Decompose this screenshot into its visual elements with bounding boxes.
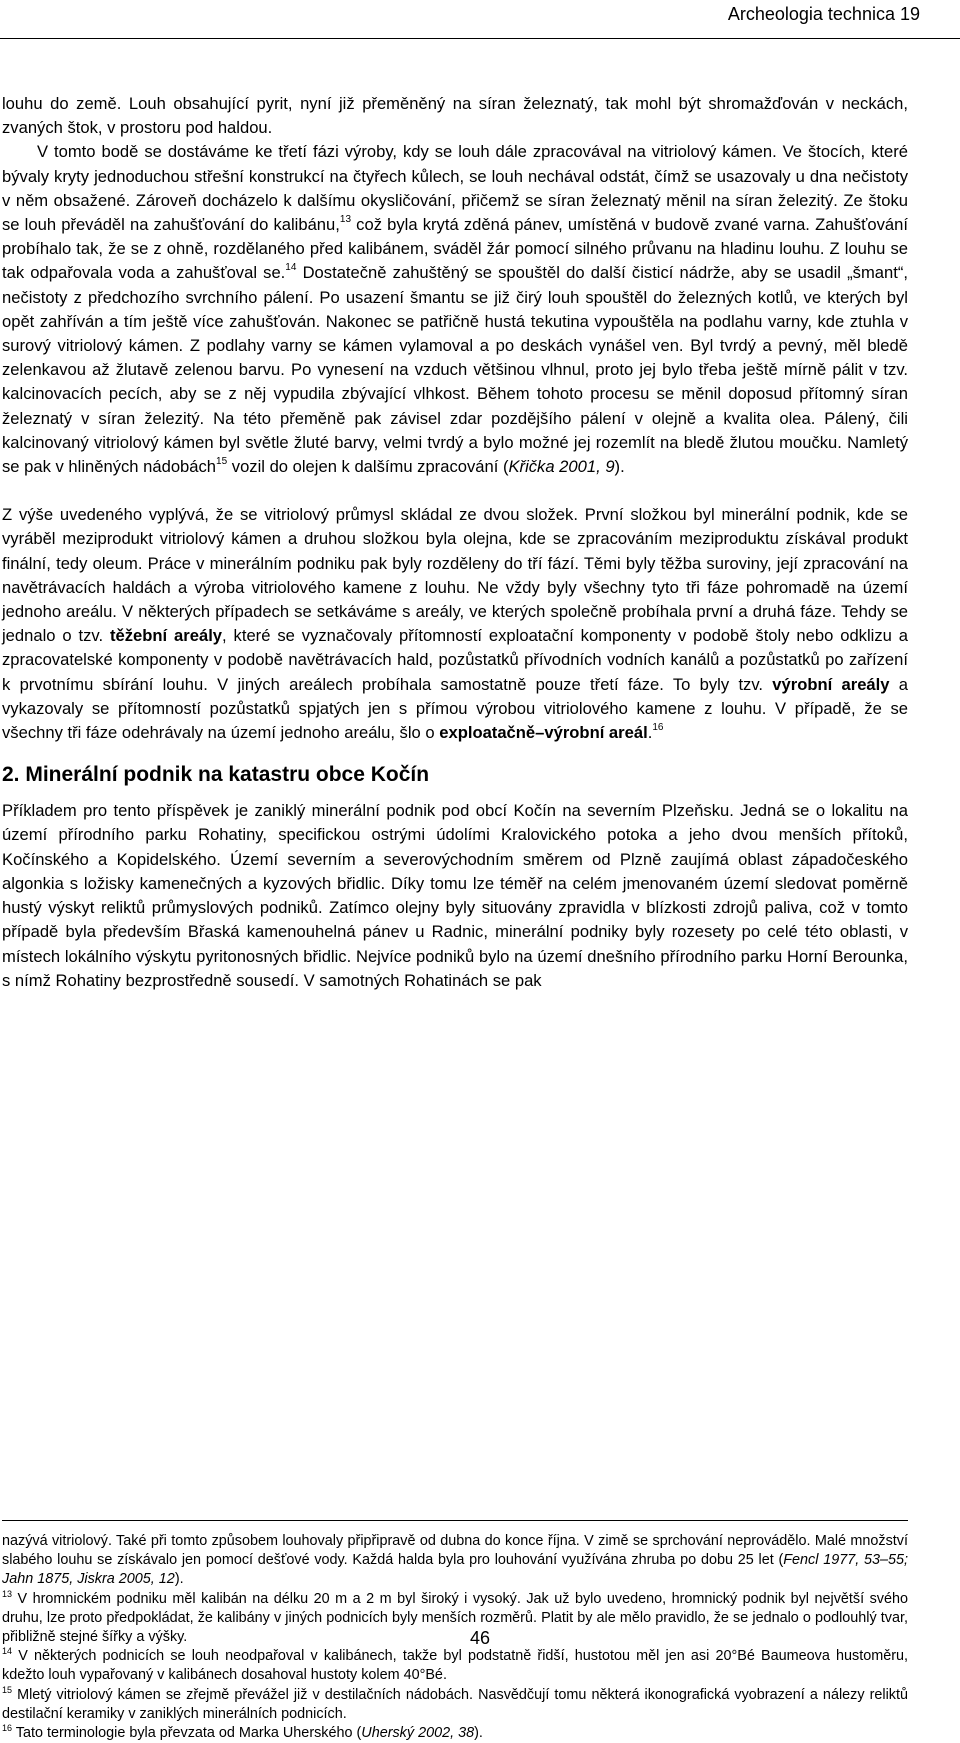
footnote-ref: 16 bbox=[652, 722, 664, 734]
footnote-ref: 14 bbox=[285, 262, 297, 274]
main-text bbox=[2, 92, 908, 993]
footnote bbox=[2, 1724, 908, 1743]
citation: Křička 2001, 9 bbox=[508, 457, 615, 477]
footnote bbox=[2, 1686, 908, 1724]
citation: Uherský 2002, 38 bbox=[361, 1725, 475, 1742]
footnote-ref: 15 bbox=[216, 456, 228, 468]
running-header: Archeologia technica 19 bbox=[727, 4, 920, 24]
paragraph bbox=[2, 503, 908, 745]
text: a vykazovaly se přítomností pozůstatků spjatých jen s přímou výrobou vitriolového kamene z louhu. V případě, že se všechny tři fáze odehrávaly na území jednoho areálu, šlo o bbox=[2, 674, 908, 743]
term: exploatačně–výrobní areál bbox=[439, 723, 648, 743]
paragraph bbox=[2, 799, 908, 993]
text: ). bbox=[614, 457, 625, 477]
text: Mletý vitriolový kámen se zřejmě převážel již v destilačních nádobách. Nasvědčují tomu některá ikonografická vyobrazení a nálezy reliktů destilační keramiky v zaniklých minerálních podnicích. bbox=[2, 1686, 908, 1722]
term: výrobní areály bbox=[772, 674, 890, 694]
footnote bbox=[2, 1532, 908, 1590]
paragraph bbox=[2, 140, 908, 479]
text: což byla krytá zděná pánev, umístěná v budově zvané varna. Zahušťování probíhalo tak, že se z ohně, rozdělaného před kalibánem, sváděl žár pomocí silného průvanu na hladinu louhu. Z louhu se tak odpařovala voda a zahušťoval se. bbox=[2, 215, 909, 283]
text: V tomto bodě se dostáváme ke třetí fázi výroby, kdy se louh dále zpracovával na vitriolový kámen. Ve štocích, které bývaly kryty jednoduchou střešní konstrukcí na čtyřech kůlech, se louh nechával odstát, čímž se usazovaly u dna nečistoty v něm obsažené. Zároveň docházelo k dalšímu okysličování, přičemž se síran železnatý měnil na síran železitý. Ze štoku se louh převáděl na zahušťování do kalibánu, bbox=[2, 142, 908, 235]
text: Dostatečně zahuštěný se spouštěl do další čisticí nádrže, aby se usadil „šmant“, nečistoty z předchozího svrchního pálení. Po usazení šmantu se již čirý louh spouštěl do železných kotlů, ve kterých byl opět zahříván a tím ještě více zahušťován. Nakonec se patřičně hustá tekutina vypouštěla na podlahu varny, kde ztuhla v surový vitriolový kámen. Z podlahy varny se kámen vylamoval a po deskách vynášel ven. Byl tvrdý a pevný, měl bledě zelenkavou až žlutavě zelenou barvu. Po vynesení na vzduch většinou vlhnul, proto jej bylo třeba ještě mírně pálit v tzv. kalcinovacích pecích, aby se z něj vypudila zbývající vlhkost. Během tohoto procesu se měnil doposud přítomný síran železnatý v síran železitý. Na této přeměně pak závisel zdar pozdějšího pálení v olejně a kvalita olea. Pálený, čili kalcinovaný vitriolový kámen byl světle žluté barvy, velmi tvrdý a bylo možné jej rozemlít na bledě žlutou moučku. Namletý se pak v hliněných nádobách bbox=[2, 263, 908, 477]
text: Příkladem pro tento příspěvek je zaniklý minerální podnik pod obcí Kočín na severním Plzeňsku. Jedná se o lokalitu na území přírodního parku Rohatiny, specifickou ostrými údolími Kralovického potoka a jeho dvou menších přítoků, Kočínského a Kopidelského. Území severním a severovýchodním směrem od Plzně zaujímá oblast západočeského algonkia s ložisky kamenečných a kyzových břidlic. Díky tomu lze téměř na celém jmenovaném území sledovat poměrně hustý výskyt reliktů průmyslových podniků. Zatímco olejny byly situovány zpravidla v blízkosti zdrojů paliva, což v tomto případě byla především Břaská kamenouhelná pánev u Radnic, minerální podniky byly rozesety po celé této oblasti, v místech lokálního výskytu pyritonosných břidlic. Nejvíce podniků bylo na území dnešního přírodního parku Horní Berounka, s nímž Rohatiny bezprostředně sousedí. V samotných Rohatinách se pak bbox=[2, 801, 908, 990]
footnote bbox=[2, 1647, 908, 1685]
text: . bbox=[647, 723, 653, 743]
term: těžební areály bbox=[110, 626, 223, 646]
page-number: 46 bbox=[469, 1628, 491, 1648]
text: , které se vyznačovaly přítomností exploatační komponenty v podobě štoly nebo odklizu a zpracovatelské komponenty v podobě navětrávacích hald, pozůstatků přívodních vodních kanálů a pozůstatků po zařízení k prvotnímu sbírání louhu. V jiných areálech probíhala samostatně pouze třetí fáze. To byly tzv. bbox=[2, 626, 908, 694]
footnote-number: 14 bbox=[2, 1646, 13, 1657]
text: ). bbox=[474, 1725, 483, 1742]
footnote-number: 16 bbox=[2, 1723, 13, 1734]
text: nazývá vitriolový. Také při tomto způsobem louhovaly připřipravě od dubna do konce října. V zimě se sprchování neprovádělo. Malé množství slabého louhu se získávalo jen pomocí dešťové vody. Každá halda byla pro louhování využívána zhruba po dobu 25 let ( bbox=[2, 1533, 908, 1569]
footnote-ref: 13 bbox=[339, 214, 352, 226]
text: vozil do olejen k dalšímu zpracování ( bbox=[227, 457, 509, 477]
footnote-rule bbox=[2, 1520, 908, 1521]
paragraph bbox=[2, 92, 908, 140]
text: V hromnickém podniku měl kalibán na délku 20 m a 2 m byl široký i vysoký. Jak už bylo uvedeno, hromnický podnik byl největší svého druhu, lze proto předpokládat, že kalibány v jiných podnicích byly menších rozměrů. Platit by ale mělo pravidlo, že se jednalo o podlouhlý tvar, přibližně stejné šířky a výšky. bbox=[2, 1590, 908, 1646]
footnote-number: 15 bbox=[2, 1684, 13, 1695]
text: ). bbox=[174, 1571, 184, 1588]
footnote-number: 13 bbox=[2, 1588, 13, 1599]
text: louhu do země. Louh obsahující pyrit, nyní již přeměněný na síran železnatý, tak mohl být shromažďován v neckách, zvaných štok, v prostoru pod haldou. bbox=[2, 94, 908, 138]
text: Z výše uvedeného vyplývá, že se vitriolový průmysl skládal ze dvou složek. První složkou byl minerální podnik, kde se vyráběl meziprodukt vitriolový kámen a druhou složkou byla olejna, kde se zpracováním meziproduktu získával produkt finální, tedy oleum. Práce v minerálním podniku pak byly rozděleny do tří fází. Těmi byly těžba suroviny, její zpracování na navětrávacích haldách a výroba vitriolového kamene z louhu. Ne vždy byly všechny tyto tři fáze pohromadě na území jednoho areálu. V některých případech se setkáváme s areály, ve kterých společně probíhala první a druhá fáze. Tehdy se jednalo o tzv. bbox=[2, 505, 908, 646]
citation: Fencl 1977, 53–55; Jahn 1875, Jiskra 2005, 12 bbox=[2, 1552, 908, 1588]
section-heading: 2. Minerální podnik na katastru obce Kočín bbox=[2, 763, 430, 787]
text: V některých podnicích se louh neodpařoval v kalibánech, takže byl podstatně řidší, hustotou měl jen asi 20°Bé Baumeova hustoměru, kdežto louh vypařovaný v kalibánech dosahoval hustoty kolem 40°Bé. bbox=[2, 1648, 908, 1684]
text: Tato terminologie byla převzata od Marka Uherského ( bbox=[12, 1725, 362, 1742]
header-rule bbox=[0, 38, 960, 39]
